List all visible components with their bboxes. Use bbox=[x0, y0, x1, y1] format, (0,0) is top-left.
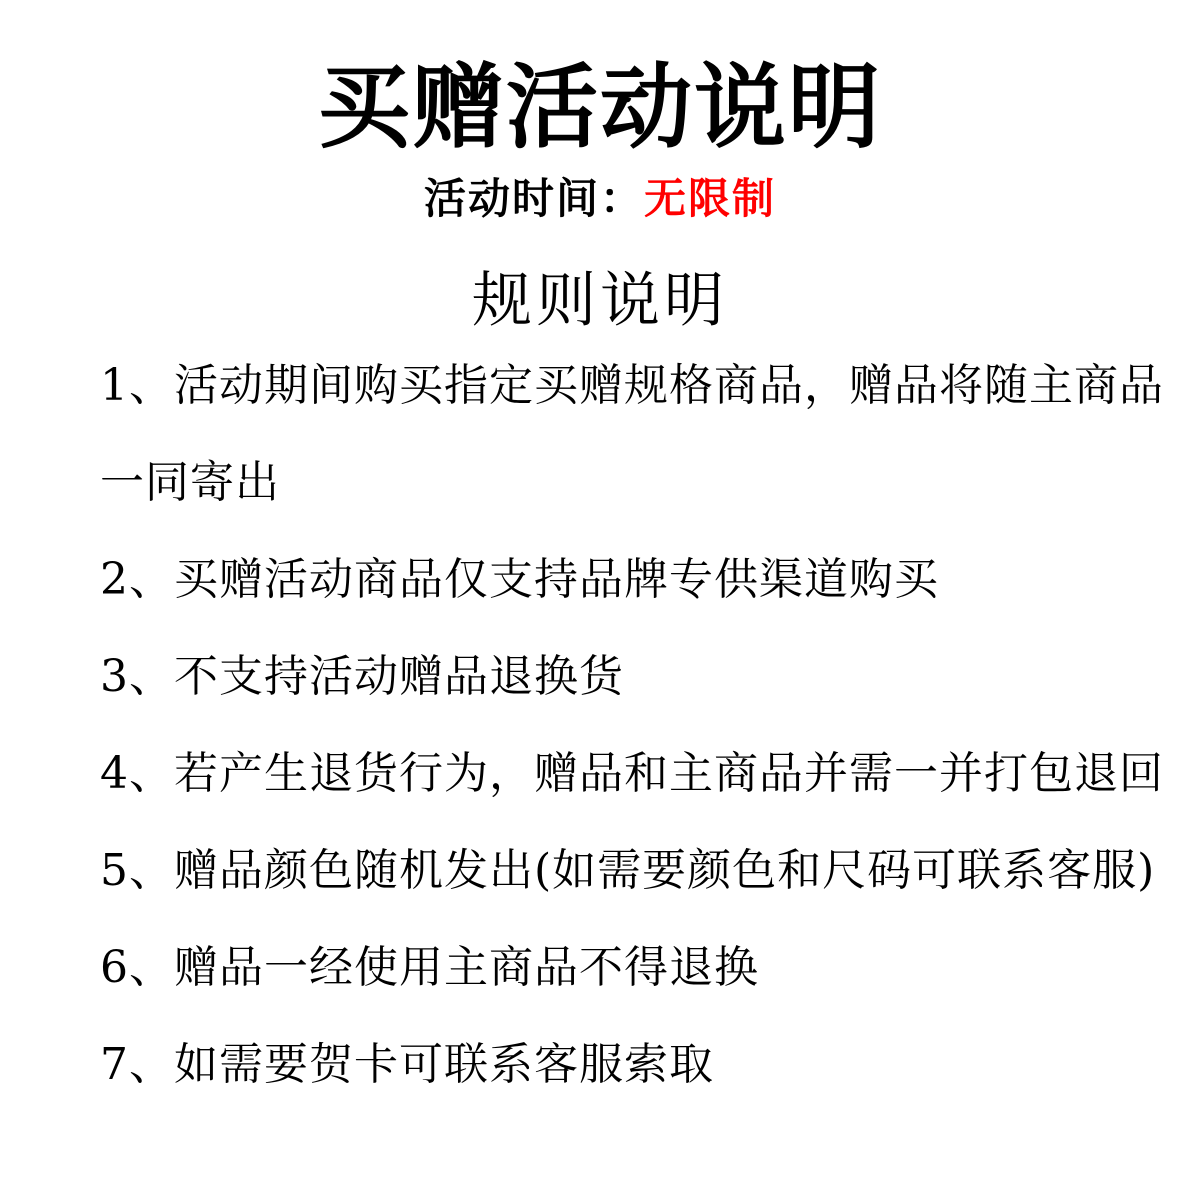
activity-time-value: 无限制 bbox=[644, 174, 777, 223]
page-title: 买赠活动说明 bbox=[317, 53, 882, 161]
rule-2: 2、买赠活动商品仅支持品牌专供渠道购买 bbox=[100, 554, 939, 605]
rule-4: 4、若产生退货行为，赠品和主商品并需一并打包退回 bbox=[100, 748, 1164, 799]
rule-6: 6、赠品一经使用主商品不得退换 bbox=[100, 942, 759, 993]
rule-5: 5、赠品颜色随机发出(如需要颜色和尺码可联系客服) bbox=[100, 845, 1156, 896]
rule-7: 7、如需要贺卡可联系客服索取 bbox=[100, 1039, 714, 1090]
rules-list bbox=[0, 337, 1200, 1113]
rule-3: 3、不支持活动赠品退换货 bbox=[100, 651, 624, 702]
rules-heading: 规则说明 bbox=[472, 266, 728, 336]
rule-1-line-2: 一同寄出 bbox=[100, 457, 280, 508]
rule-1-line-1: 1、活动期间购买指定买赠规格商品，赠品将随主商品 bbox=[100, 360, 1164, 411]
activity-time-line bbox=[0, 173, 1200, 225]
activity-time-label: 活动时间： bbox=[423, 174, 644, 223]
